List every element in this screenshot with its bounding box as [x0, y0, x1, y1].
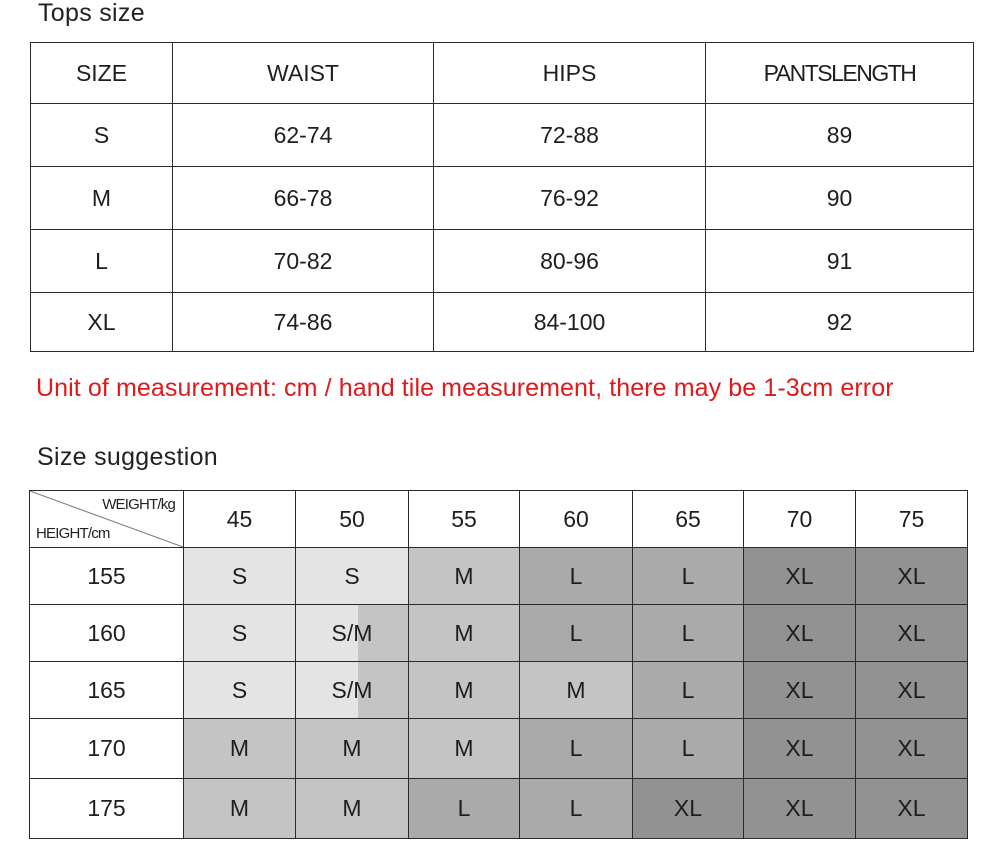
size-table-header-row — [31, 43, 974, 104]
size-suggestion-cell — [296, 605, 409, 662]
size-label: XL — [897, 676, 926, 703]
size-label: S — [231, 676, 248, 703]
table-row — [31, 104, 974, 167]
height-axis-label: HEIGHT/cm — [36, 525, 110, 542]
size-label: S/M — [331, 676, 373, 703]
table-row — [30, 662, 968, 719]
size-label: M — [454, 676, 474, 703]
waist-cell: 74-86 — [173, 293, 434, 352]
waist-cell: 62-74 — [173, 104, 434, 167]
size-label: M — [229, 795, 250, 821]
size-suggestion-cell — [296, 662, 409, 719]
size-label: M — [454, 735, 474, 761]
tops-size-title: Tops size — [38, 0, 145, 27]
size-suggestion-cell — [409, 662, 520, 719]
size-label: M — [229, 735, 250, 761]
table-row — [30, 548, 968, 605]
size-table — [30, 42, 974, 352]
size-suggestion-cell — [856, 548, 968, 605]
weight-header: 75 — [856, 491, 968, 548]
size-label: L — [681, 676, 695, 703]
suggestion-body — [30, 548, 968, 839]
size-label: L — [569, 795, 583, 821]
size-cell: S — [31, 104, 173, 167]
size-suggestion-cell — [184, 719, 296, 779]
weight-header: 60 — [520, 491, 633, 548]
size-suggestion-cell — [520, 719, 633, 779]
size-label: L — [569, 619, 583, 646]
size-label: XL — [785, 676, 814, 703]
size-label: XL — [897, 735, 926, 761]
size-suggestion-cell — [409, 779, 520, 839]
size-label: M — [566, 676, 586, 703]
size-suggestion-cell — [184, 662, 296, 719]
height-cell: 160 — [30, 605, 184, 662]
size-label: XL — [785, 562, 814, 589]
size-suggestion-cell — [296, 779, 409, 839]
size-suggestion-cell — [633, 605, 744, 662]
size-label: L — [569, 562, 583, 589]
table-row — [30, 719, 968, 779]
weight-header: 50 — [296, 491, 409, 548]
weight-header: 45 — [184, 491, 296, 548]
size-suggestion-cell — [633, 548, 744, 605]
size-suggestion-cell — [184, 779, 296, 839]
table-row — [31, 167, 974, 230]
table-row — [30, 779, 968, 839]
size-label: S — [231, 619, 248, 646]
size-suggestion-cell — [856, 719, 968, 779]
size-suggestion-cell — [184, 548, 296, 605]
size-label: M — [454, 619, 474, 646]
header-waist: WAIST — [173, 43, 434, 104]
size-suggestion-cell — [744, 719, 856, 779]
header-pants-length: PANTSLENGTH — [706, 43, 974, 104]
header-hips: HIPS — [434, 43, 706, 104]
size-suggestion-cell — [856, 779, 968, 839]
size-label: XL — [785, 735, 814, 761]
size-cell: XL — [31, 293, 173, 352]
size-suggestion-cell — [633, 779, 744, 839]
size-suggestion-cell — [520, 605, 633, 662]
size-suggestion-cell — [520, 779, 633, 839]
hips-cell: 76-92 — [434, 167, 706, 230]
size-cell: L — [31, 230, 173, 293]
table-row — [31, 230, 974, 293]
pants-length-cell: 90 — [706, 167, 974, 230]
weight-header: 65 — [633, 491, 744, 548]
size-label: L — [569, 735, 583, 761]
size-label: S/M — [331, 619, 373, 646]
size-label: M — [342, 795, 362, 821]
pants-length-cell: 89 — [706, 104, 974, 167]
size-label: M — [454, 562, 474, 589]
size-suggestion-cell — [520, 548, 633, 605]
size-label: S — [344, 562, 360, 589]
hips-cell: 72-88 — [434, 104, 706, 167]
size-suggestion-cell — [520, 662, 633, 719]
size-suggestion-cell — [633, 662, 744, 719]
height-cell: 155 — [30, 548, 184, 605]
pants-length-cell: 92 — [706, 293, 974, 352]
size-suggestion-cell — [744, 548, 856, 605]
size-label: XL — [785, 795, 814, 821]
size-suggestion-cell — [744, 605, 856, 662]
size-suggestion-cell — [296, 719, 409, 779]
weight-header-row — [30, 491, 968, 548]
waist-cell: 70-82 — [173, 230, 434, 293]
waist-cell: 66-78 — [173, 167, 434, 230]
size-label: L — [457, 795, 471, 821]
table-row — [30, 605, 968, 662]
corner-header-cell — [30, 491, 184, 548]
size-suggestion-title: Size suggestion — [37, 443, 219, 471]
size-suggestion-cell — [409, 548, 520, 605]
measurement-note: Unit of measurement: cm / hand tile measurement, there may be 1-3cm error — [36, 374, 894, 402]
size-label: XL — [897, 795, 926, 821]
height-cell: 175 — [30, 779, 184, 839]
weight-header: 70 — [744, 491, 856, 548]
height-cell: 165 — [30, 662, 184, 719]
size-suggestion-cell — [744, 779, 856, 839]
size-label: XL — [897, 562, 926, 589]
size-suggestion-cell — [856, 605, 968, 662]
weight-axis-label: WEIGHT/kg — [102, 496, 175, 513]
header-size: SIZE — [31, 43, 173, 104]
hips-cell: 80-96 — [434, 230, 706, 293]
size-suggestion-cell — [296, 548, 409, 605]
size-suggestion-table — [29, 490, 968, 839]
size-label: XL — [897, 619, 926, 646]
size-label: M — [342, 735, 362, 761]
size-cell: M — [31, 167, 173, 230]
weight-header: 55 — [409, 491, 520, 548]
height-cell: 170 — [30, 719, 184, 779]
table-row — [31, 293, 974, 352]
size-suggestion-cell — [856, 662, 968, 719]
size-label: L — [681, 619, 695, 646]
size-label: XL — [785, 619, 814, 646]
size-suggestion-cell — [744, 662, 856, 719]
size-suggestion-cell — [409, 719, 520, 779]
size-label: L — [681, 562, 695, 589]
size-label: L — [681, 735, 695, 761]
hips-cell: 84-100 — [434, 293, 706, 352]
size-label: S — [231, 562, 248, 589]
pants-length-cell: 91 — [706, 230, 974, 293]
size-suggestion-cell — [409, 605, 520, 662]
size-suggestion-cell — [633, 719, 744, 779]
size-suggestion-cell — [184, 605, 296, 662]
size-label: XL — [673, 795, 703, 821]
